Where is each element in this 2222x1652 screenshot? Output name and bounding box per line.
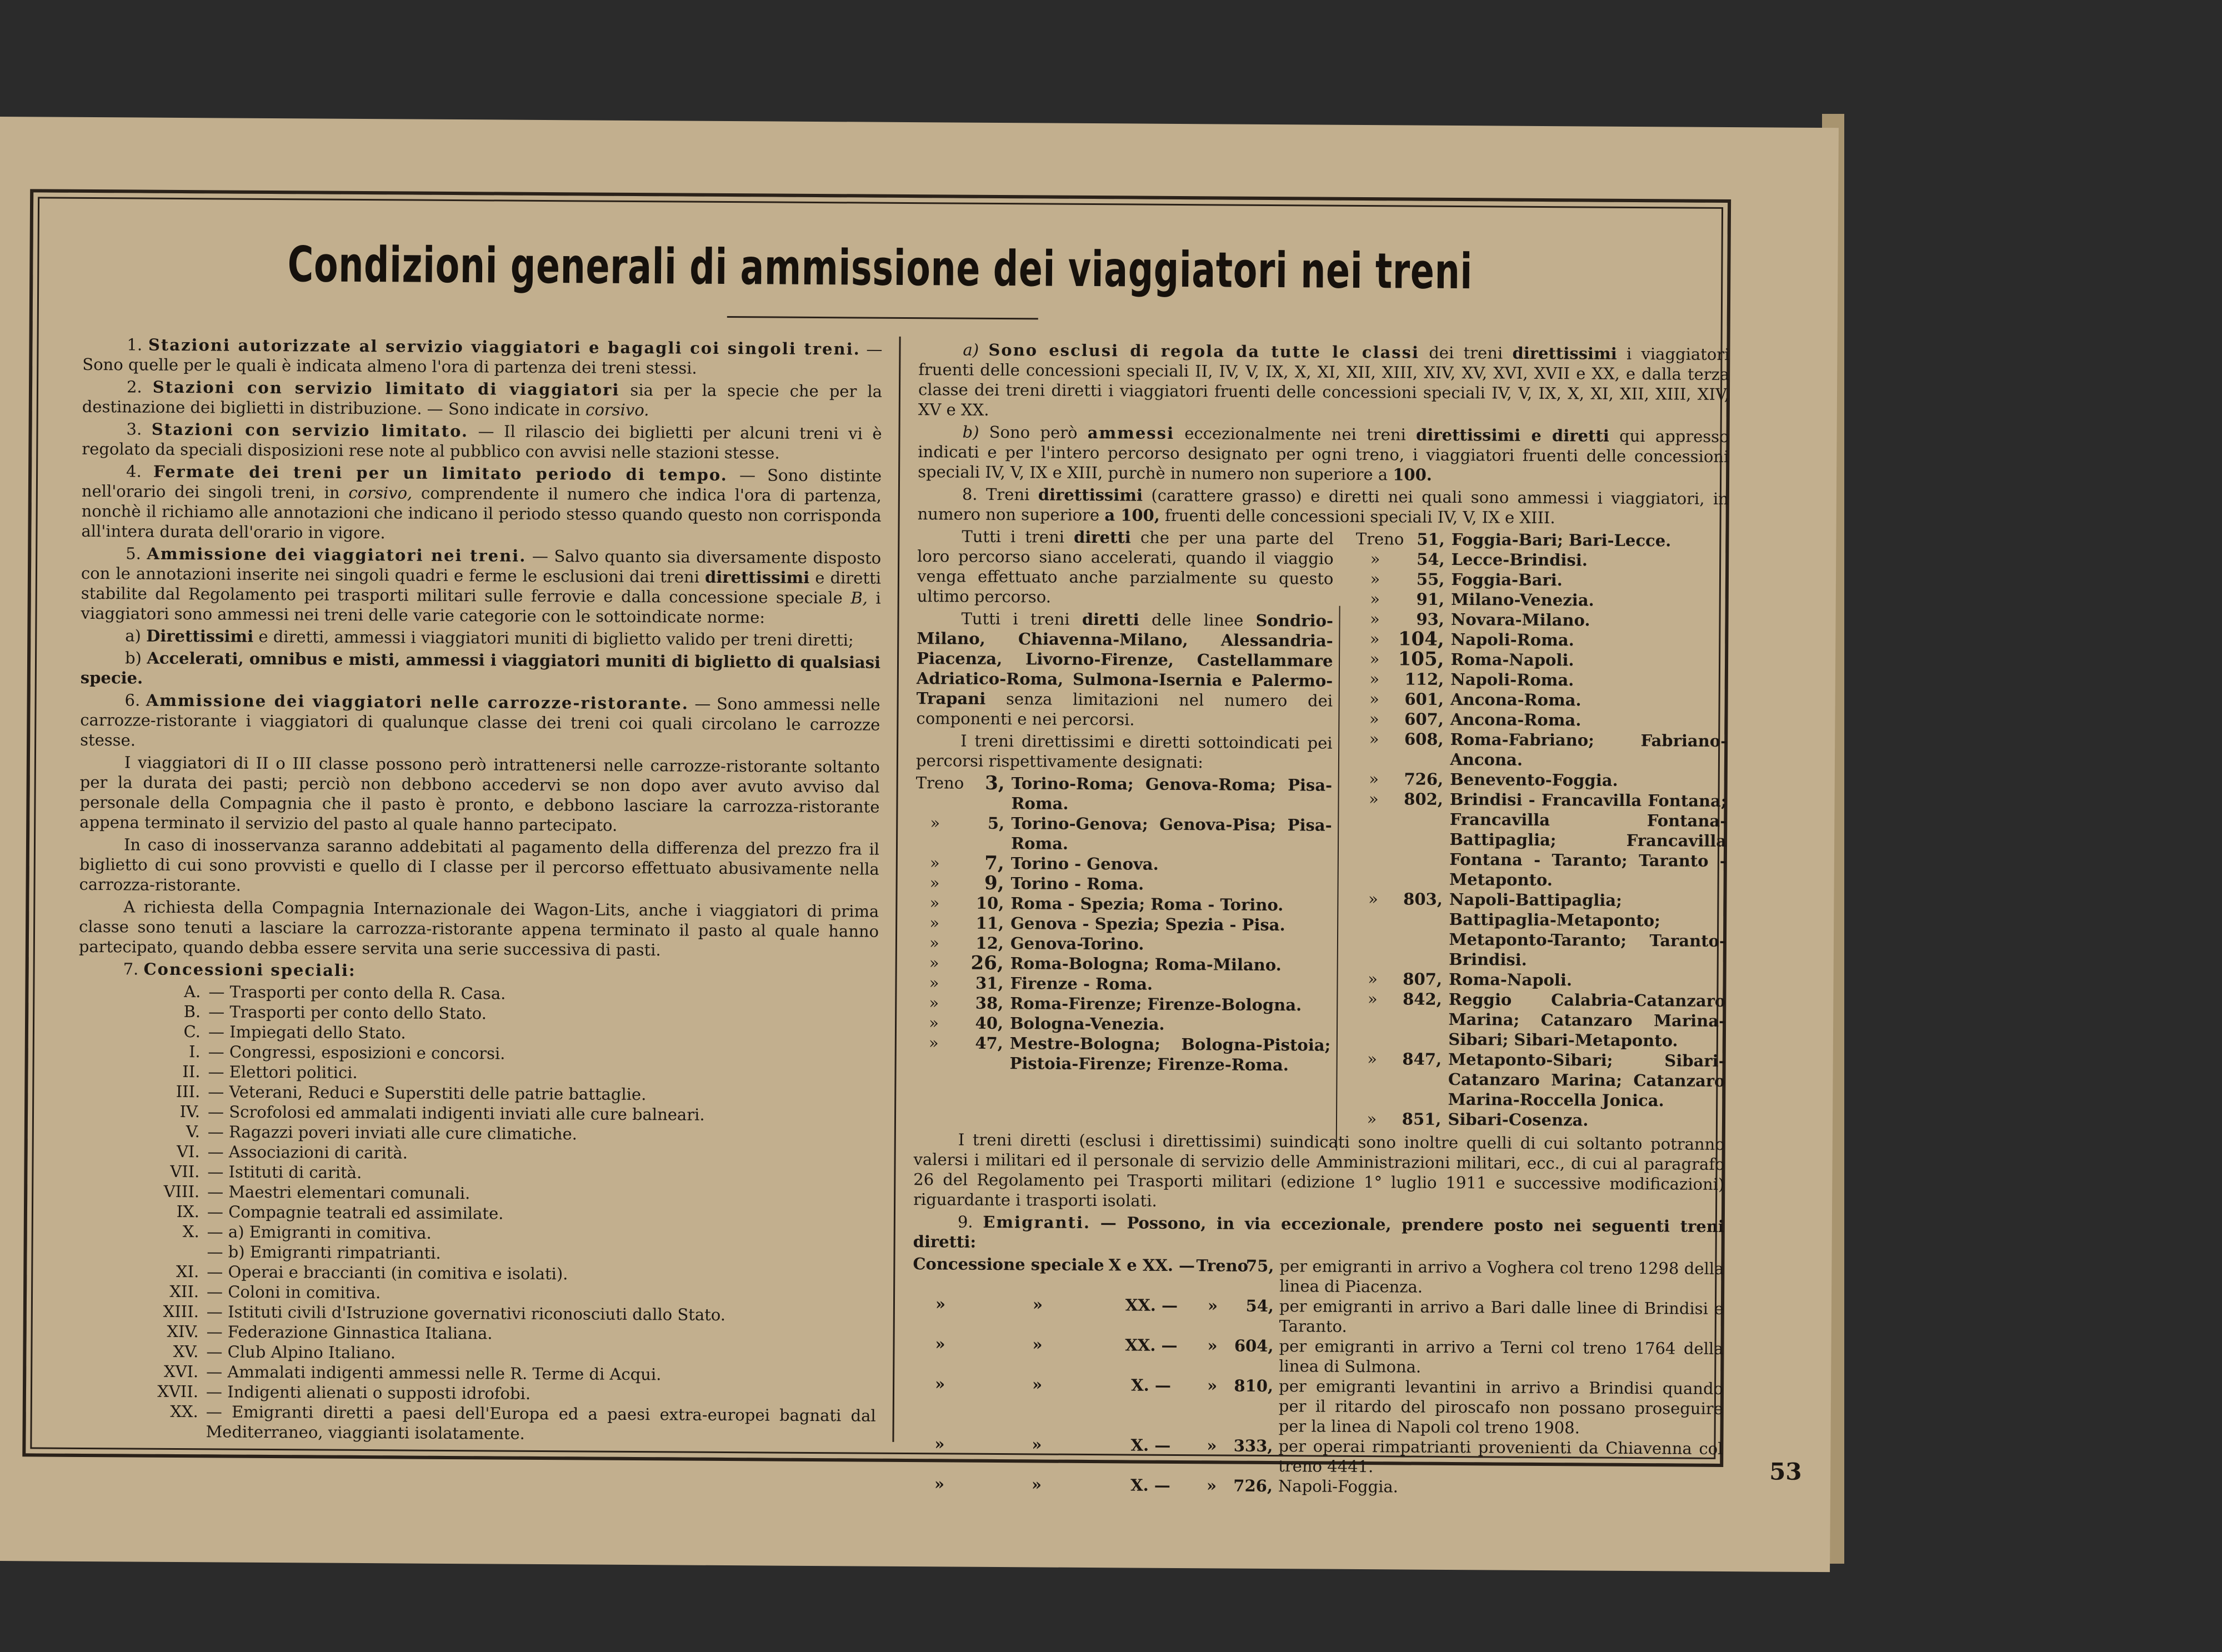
train-number: 40, [975, 1013, 1004, 1033]
train-prefix: » [1369, 689, 1380, 709]
concession-code: I. [188, 1042, 201, 1062]
concession-text: — a) Emigranti in comitiva. [207, 1222, 432, 1243]
ditto-mark: » [934, 1474, 945, 1494]
concession-text: — Congressi, esposizioni e concorsi. [208, 1042, 506, 1063]
concession-text: — Istituti di carità. [207, 1162, 362, 1183]
train-prefix: » [929, 893, 940, 913]
train-number: 9, [984, 872, 1004, 895]
train-route: Milano-Venezia. [1451, 589, 1594, 610]
train-row [1353, 1049, 1725, 1111]
concession-text: — Maestri elementari comunali. [207, 1182, 471, 1203]
section-6: 6. Ammissione dei viaggiatori nelle carrozze-ristorante. — Sono ammessi nelle carrozze-ristorante i viaggiatori di qualunque classe dei treni coi quali circolano le carrozze stesse. [80, 690, 880, 750]
ditto-mark: » [1032, 1335, 1043, 1354]
concession-code: XIV. [167, 1321, 199, 1341]
concession-text: — Elettori politici. [208, 1062, 358, 1082]
emigranti-row [913, 1254, 1724, 1299]
train-route: Ancona-Roma. [1450, 689, 1582, 710]
train-prefix: » [1369, 649, 1380, 669]
train-number: 5, [987, 813, 1005, 833]
concession-text: — Trasporti per conto della R. Casa. [208, 982, 506, 1003]
train-label: » [1207, 1336, 1218, 1355]
concession-text: — Veterani, Reduci e Superstiti delle patrie battaglie. [208, 1082, 647, 1104]
train-prefix: » [928, 1033, 939, 1053]
train-prefix: » [1367, 989, 1378, 1009]
concession-label: Concessione speciale [913, 1254, 1104, 1275]
train-number: 333, [1233, 1436, 1273, 1456]
right-column [912, 339, 1730, 1499]
concessions-list [76, 981, 878, 1446]
train-route: Roma-Fabriano; Fabriano-Ancona. [1450, 729, 1728, 769]
train-row [1355, 649, 1728, 671]
train-route: Roma-Napoli. [1448, 969, 1573, 990]
train-number: 93, [1416, 609, 1445, 629]
trains-list-right [1352, 529, 1728, 1131]
concession-code: XX. [170, 1401, 198, 1421]
train-number: 847, [1402, 1049, 1442, 1069]
train-row [1356, 549, 1729, 571]
emigranti-row [912, 1474, 1723, 1499]
train-row [1356, 529, 1729, 551]
train-number: 604, [1234, 1336, 1274, 1356]
emigranti-description: per operai rimpatrianti provenienti da Chiavenna col treno 4441. [1278, 1436, 1723, 1476]
trains-left-column [914, 526, 1345, 1129]
page-number: 53 [1769, 1458, 1802, 1485]
train-number: 112, [1404, 669, 1444, 689]
train-prefix: » [929, 873, 940, 893]
concession-text: — Compagnie teatrali ed assimilate. [207, 1202, 504, 1223]
train-number: 38, [975, 993, 1004, 1013]
trains-note-2: Tutti i treni diretti delle linee Sondrio-Milano, Chiavenna-Milano, Alessandria-Piacenza, Livorno-Firenze, Castellammare Adriatico-Roma, Sulmona-Isernia e Palermo-Trapani senza limitazioni nel numero dei componenti e nei percorsi. [916, 609, 1334, 729]
column-separator [892, 337, 900, 1442]
train-route: Novara-Milano. [1450, 609, 1590, 630]
train-prefix: » [1369, 609, 1380, 629]
concession-code: A. [184, 982, 201, 1002]
trains-section [914, 526, 1729, 1131]
emigranti-row [912, 1374, 1724, 1439]
concession-class: X e XX. — [1108, 1255, 1195, 1275]
military-note: I treni diretti (esclusi i direttissimi) suindicati sono inoltre quelli di cui soltanto potranno valersi i militari ed il personale di servizio delle Amministrazioni militari, ecc., di cui al paragrafo 26 del Regolamento pei Trasporti militari (edizione 1° luglio 1911 e successive modificazioni) riguardante i trasporti isolati. [913, 1130, 1725, 1210]
train-row [1354, 729, 1727, 771]
train-route: Firenze - Roma. [1010, 974, 1153, 994]
train-prefix: » [1370, 569, 1380, 589]
trains-note-3: I treni direttissimi e diretti sottoindicati pei percorsi rispettivamente designati: [915, 731, 1333, 772]
concession-item [131, 1401, 875, 1445]
train-prefix: » [1369, 709, 1379, 729]
train-route: Lecce-Brindisi. [1451, 549, 1588, 570]
train-prefix: » [1369, 789, 1379, 809]
train-route: Benevento-Foggia. [1450, 769, 1618, 790]
train-route: Napoli-Roma. [1450, 669, 1574, 690]
section-5b: b) Accelerati, omnibus e misti, ammessi i viaggiatori muniti di biglietto di qualsiasi specie. [80, 648, 881, 688]
concession-code: III. [176, 1082, 201, 1102]
train-route: Metaponto-Sibari; Sibari-Catanzaro Marina; Catanzaro Marina-Roccella Jonica. [1448, 1049, 1725, 1110]
concession-class: X. — [1130, 1435, 1171, 1455]
train-row [915, 813, 1332, 855]
train-row [1355, 669, 1728, 691]
emigranti-description: per emigranti in arrivo a Voghera col treno 1298 della linea di Piacenza. [1279, 1256, 1724, 1296]
train-row [1355, 569, 1728, 591]
train-prefix: » [1368, 889, 1378, 909]
emigranti-row [913, 1294, 1724, 1339]
train-row [1354, 789, 1727, 891]
page-frame [22, 189, 1731, 1496]
emigranti-description: per emigranti levantini in arrivo a Brindisi quando per il ritardo del piroscafo non possano proseguire per la linea di Napoli col treno 1908. [1278, 1376, 1724, 1438]
train-number: 54, [1417, 549, 1445, 569]
concession-code: VI. [176, 1142, 200, 1162]
ditto-mark: » [1031, 1475, 1042, 1494]
train-row [1353, 889, 1726, 971]
train-route: Genova-Torino. [1010, 934, 1144, 954]
train-number: 607, [1404, 709, 1444, 729]
emigranti-description: Napoli-Foggia. [1278, 1476, 1399, 1496]
section-5: 5. Ammissione dei viaggiatori nei treni. — Salvo quanto sia diversamente disposto con le annotazioni inserite nei singoli quadri e ferme le esclusioni dai treni direttissimi e diretti stabilite dal Regolamento pei trasporti militari sulle ferrovie e dalla concessione speciale B, i viaggiatori sono ammessi nei treni delle varie categorie con le sottoindicate norme: [81, 544, 882, 627]
train-route: Roma-Bologna; Roma-Milano. [1010, 954, 1282, 975]
train-number: 47, [975, 1033, 1003, 1053]
concession-text: — Club Alpino Italiano. [206, 1342, 396, 1363]
exception-b: b) Sono però ammessi eccezionalmente nei treni direttissimi e diretti qui appresso indicati e per l'intero percorso designato per ogni treno, i viaggiatori fruenti delle concessioni speciali IV, V, IX e XIII, purchè in numero non superiore a 100. [918, 422, 1729, 484]
section-7: 7. Concessioni speciali: [123, 959, 356, 980]
train-prefix: Treno [1355, 529, 1404, 549]
ditto-mark: » [1032, 1375, 1043, 1394]
ditto-mark: » [1032, 1435, 1042, 1454]
train-prefix: » [1370, 549, 1380, 569]
train-route: Ancona-Roma. [1450, 709, 1582, 730]
concession-code: IV. [179, 1102, 201, 1122]
train-number: 104, [1398, 628, 1444, 650]
train-route: Torino - Genova. [1010, 854, 1159, 874]
trains-note-1: Tutti i treni diretti che per una parte del loro percorso siano accelerati, quando il viaggio venga effettuato anche parzialmente su questo ultimo percorso. [917, 527, 1334, 607]
train-number: 726, [1233, 1476, 1273, 1496]
page-title: Condizioni generali di ammissione dei viaggiatori nei treni [287, 236, 1473, 301]
train-route: Genova - Spezia; Spezia - Pisa. [1010, 914, 1285, 935]
train-prefix: » [929, 973, 939, 993]
concession-text: — b) Emigranti rimpatrianti. [207, 1242, 441, 1263]
concession-text: — Operai e braccianti (in comitiva e isolati). [207, 1262, 568, 1284]
train-row [915, 893, 1332, 915]
concession-text: — Emigranti diretti a paesi dell'Europa ed a paesi extra-europei bagnati dal Mediterraneo, viaggianti isolatamente. [206, 1402, 876, 1443]
train-row [1353, 989, 1725, 1051]
train-label: » [1207, 1436, 1217, 1455]
train-row [1353, 969, 1726, 991]
concession-code [132, 1241, 207, 1261]
train-row [915, 873, 1332, 895]
train-prefix: » [1367, 1109, 1377, 1129]
train-row [1352, 1109, 1725, 1131]
concession-code: VIII. [163, 1182, 200, 1202]
train-number: 842, [1403, 989, 1442, 1009]
train-prefix: » [1367, 1049, 1378, 1069]
train-prefix: » [929, 913, 940, 933]
train-route: Mestre-Bologna; Bologna-Pistoia; Pistoia-Firenze; Firenze-Roma. [1009, 1034, 1331, 1075]
section-6-paragraph-1: I viaggiatori di II o III classe possono però intrattenersi nelle carrozze-ristorante soltanto per la durata dei pasti; perciò non debbono accedervi se non dopo aver avuto avviso dal personale della Compagnia che il pasto è pronto, e debbono lasciare la carrozza-ristorante appena terminato il servizio del pasto al quale hanno partecipato. [79, 753, 880, 835]
train-row [1355, 689, 1728, 711]
section-2: 2. Stazioni con servizio limitato di viaggiatori sia per la specie che per la destinazione dei biglietti in distribuzione. — Sono indicate in corsivo. [82, 377, 883, 420]
concession-text: — Trasporti per conto dello Stato. [208, 1002, 487, 1023]
emigranti-list [912, 1254, 1724, 1499]
train-prefix: » [930, 813, 940, 833]
ditto-mark: » [934, 1374, 945, 1394]
section-6-paragraph-3: A richiesta della Compagnia Internazionale dei Wagon-Lits, anche i viaggiatori di prima classe sono tenuti a lasciare la carrozza-ristorante appena terminato il pasto al quale hanno partecipato, quando debba essere servita una serie successiva di pasti. [78, 897, 879, 960]
concession-code: VII. [170, 1162, 200, 1182]
concession-code: XV. [173, 1341, 199, 1361]
concession-code: XVI. [163, 1361, 199, 1381]
train-number: 803, [1403, 889, 1443, 909]
train-number: 31, [975, 973, 1004, 993]
concession-text: — Indigenti alienati o supposti idrofobi. [206, 1382, 531, 1403]
train-route: Foggia-Bari. [1451, 569, 1563, 590]
trains-list-left [914, 773, 1333, 1075]
train-prefix: » [1369, 769, 1379, 789]
train-number: 12, [975, 933, 1004, 953]
train-route: Bologna-Venezia. [1009, 1014, 1165, 1034]
train-row [914, 1013, 1331, 1035]
train-number: 810, [1234, 1376, 1274, 1396]
concession-text: — Federazione Ginnastica Italiana. [206, 1322, 493, 1343]
train-number: 601, [1404, 689, 1444, 709]
concession-text: — Ammalati indigenti ammessi nelle R. Terme di Acqui. [206, 1362, 662, 1384]
train-number: 10, [975, 893, 1004, 913]
concession-code: X. [182, 1222, 199, 1241]
concession-text: — Impiegati dello Stato. [208, 1022, 406, 1043]
concession-code: XI. [176, 1261, 199, 1281]
book-page [0, 117, 1839, 1572]
train-number: 7, [984, 852, 1004, 875]
section-9: 9. Emigranti. — Possono, in via eccezionale, prendere posto nei seguenti treni diretti: [913, 1212, 1724, 1251]
train-route: Napoli-Roma. [1450, 629, 1574, 650]
train-prefix: » [929, 953, 939, 973]
train-route: Reggio Calabria-Catanzaro Marina; Catanzaro Marina-Sibari; Sibari-Metaponto. [1448, 989, 1726, 1050]
concession-code: B. [183, 1002, 201, 1022]
exclusion-a: a) Sono esclusi di regola da tutte le classi dei treni direttissimi i viaggiatori fruenti delle concessioni speciali II, IV, V, IX, X, XI, XII, XIII, XIV, XV, XVI, XVII e XX, e dalla terza classe dei treni diretti i viaggiatori fruenti delle concessioni speciali IV, V, IX, X, XI, XII, XIII, XIV, XV e XX. [918, 340, 1730, 419]
train-label: » [1207, 1376, 1218, 1395]
train-row [914, 993, 1331, 1015]
emigranti-description: per emigranti in arrivo a Terni col treno 1764 della linea di Sulmona. [1279, 1336, 1724, 1376]
section-6-paragraph-2: In caso di inosservanza saranno addebitati al pagamento della differenza del prezzo fra il biglietto di cui sono provvisti e quello di I classe per il percorso effettuato abusivamente nella carrozza-ristorante. [79, 835, 880, 895]
trains-right-column [1341, 529, 1728, 1131]
left-column [76, 334, 882, 1446]
train-prefix: » [929, 1013, 939, 1033]
train-prefix: » [1368, 969, 1378, 989]
section-5a: a) Direttissimi e diretti, ammessi i viaggiatori muniti di biglietto valido per treni diretti; [125, 626, 854, 650]
concession-text: — Associazioni di carità. [207, 1142, 408, 1163]
concession-class: XX. — [1125, 1295, 1178, 1315]
train-row [914, 1033, 1331, 1075]
concession-code: C. [183, 1022, 201, 1042]
concession-class: XX. — [1125, 1335, 1178, 1355]
train-route: Roma-Firenze; Firenze-Bologna. [1010, 994, 1302, 1015]
train-row [915, 773, 1332, 815]
concession-text: — Ragazzi poveri inviati alle cure climatiche. [207, 1122, 578, 1144]
train-number: 105, [1398, 648, 1444, 670]
train-number: 54, [1245, 1296, 1274, 1316]
concession-class: X. — [1130, 1475, 1170, 1495]
train-prefix: » [1370, 589, 1380, 609]
train-number: 55, [1416, 569, 1445, 589]
train-number: 726, [1404, 769, 1444, 789]
emigranti-row [912, 1434, 1723, 1479]
train-row [915, 953, 1332, 975]
train-number: 11, [975, 913, 1004, 933]
train-prefix: » [929, 853, 940, 873]
emigranti-description: per emigranti in arrivo a Bari dalle linee di Brindisi e Taranto. [1279, 1296, 1724, 1336]
train-number: 91, [1416, 589, 1445, 609]
ditto-mark: » [935, 1334, 945, 1354]
train-prefix: » [929, 933, 939, 953]
train-number: 802, [1404, 789, 1444, 809]
train-number: 26, [970, 952, 1004, 975]
train-number: 851, [1402, 1109, 1442, 1129]
train-number: 75, [1245, 1256, 1274, 1276]
train-number: 807, [1403, 969, 1443, 989]
train-label: » [1206, 1476, 1217, 1495]
train-prefix: Treno [915, 773, 964, 793]
train-row [1355, 589, 1728, 611]
train-label: » [1207, 1296, 1218, 1315]
section-1: 1. Stazioni autorizzate al servizio viaggiatori e bagagli coi singoli treni. — Sono quelle per le quali è indicata almeno l'ora di partenza dei treni stessi. [82, 335, 883, 378]
concession-text: — Istituti civili d'Istruzione governativi riconosciuti dallo Stato. [206, 1302, 726, 1325]
train-route: Sibari-Cosenza. [1448, 1109, 1589, 1130]
train-row [915, 913, 1332, 935]
concession-code: XIII. [163, 1301, 199, 1321]
train-prefix: » [1369, 729, 1379, 749]
concession-code: XII. [169, 1281, 199, 1301]
train-route: Brindisi - Francavilla Fontana; Francavilla Fontana-Battipaglia; Francavilla Fontana - Taranto; Taranto - Metaponto. [1449, 789, 1727, 890]
section-8: 8. Treni direttissimi (carattere grasso) e diretti nei quali sono ammessi i viaggiatori, in numero non superiore a 100, fruenti delle concessioni speciali IV, V, IX e XIII. [917, 484, 1729, 528]
concession-text: — Coloni in comitiva. [206, 1282, 381, 1303]
train-row [1354, 769, 1727, 791]
train-route: Torino-Roma; Genova-Roma; Pisa-Roma. [1011, 774, 1333, 813]
train-route: Foggia-Bari; Bari-Lecce. [1451, 529, 1671, 550]
emigranti-row [912, 1334, 1723, 1379]
concession-code: XVII. [157, 1381, 199, 1401]
concession-code: IX. [176, 1202, 200, 1222]
train-route: Torino-Genova; Genova-Pisa; Pisa-Roma. [1010, 814, 1332, 853]
ditto-mark: » [934, 1434, 945, 1454]
train-number: 51, [1417, 529, 1445, 549]
train-number: 3, [985, 772, 1005, 795]
train-prefix: » [1369, 669, 1380, 689]
train-route: Roma - Spezia; Roma - Torino. [1010, 894, 1284, 915]
train-route: Napoli-Battipaglia; Battipaglia-Metaponto; Metaponto-Taranto; Taranto-Brindisi. [1449, 889, 1726, 969]
train-row [915, 853, 1332, 875]
train-row [914, 973, 1331, 995]
concession-text: — Scrofolosi ed ammalati indigenti inviati alle cure balneari. [207, 1102, 705, 1124]
concession-code: V. [186, 1122, 200, 1142]
train-number: 608, [1404, 729, 1444, 749]
section-4: 4. Fermate dei treni per un limitato periodo di tempo. — Sono distinte nell'orario dei singoli treni, in corsivo, comprendente il numero che indica l'ora di partenza, nonchè il richiamo alle annotazioni che indicano il periodo stesso quando questo non corrisponda all'intera durata dell'orario in vigore. [81, 462, 882, 543]
section-3: 3. Stazioni con servizio limitato. — Il rilascio dei biglietti per alcuni treni vi è regolato da speciali disposizioni rese note al pubblico con avvisi nelle stazioni stesse. [82, 419, 882, 463]
train-route: Torino - Roma. [1010, 874, 1144, 894]
concession-class: X. — [1131, 1375, 1172, 1395]
train-row [1355, 709, 1728, 731]
title-underline [727, 316, 1038, 319]
ditto-mark: » [1032, 1295, 1043, 1314]
train-label: Treno [1196, 1256, 1249, 1275]
train-prefix: » [929, 993, 939, 1013]
concession-code: II. [182, 1062, 201, 1082]
ditto-mark: » [935, 1294, 946, 1314]
train-prefix: » [1369, 629, 1380, 649]
train-route: Roma-Napoli. [1450, 649, 1574, 670]
